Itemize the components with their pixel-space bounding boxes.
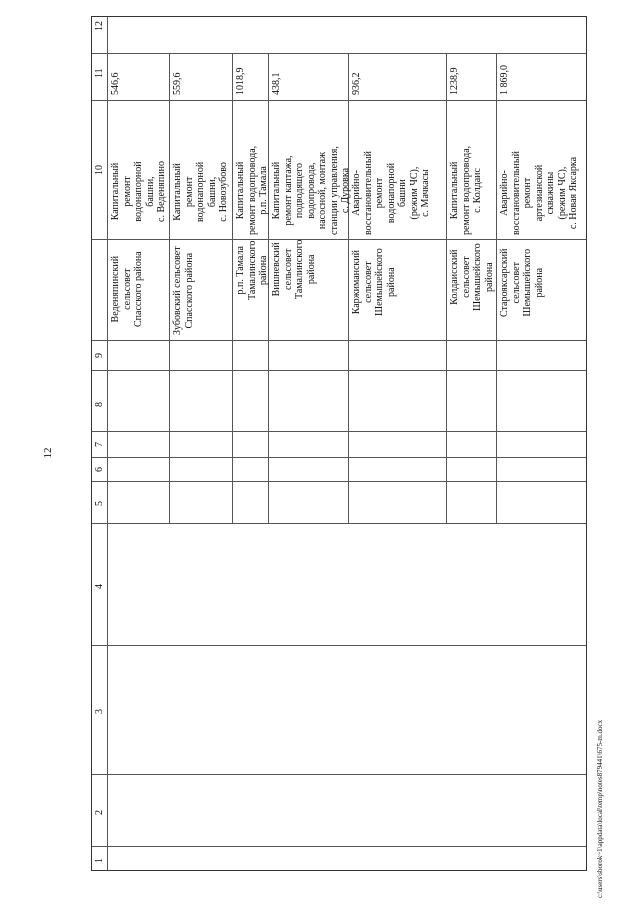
budget-table <box>91 16 587 871</box>
row-7-district: Старояксарский сельсовет Шемышейского района <box>499 248 545 317</box>
row-divider-6 <box>496 53 497 524</box>
col-divider-1 <box>92 846 586 847</box>
col-header-11: 11 <box>94 68 105 78</box>
row-3-amount: 1018,9 <box>235 67 246 95</box>
row-3-project: Капитальный ремонт водопровода, р.п. Тамала <box>235 145 269 235</box>
row-5-amount: 936,2 <box>351 72 362 95</box>
row-1-project: Капитальный ремонт водонапорной башни, с. Веденяпино <box>110 161 167 222</box>
col-header-10: 10 <box>94 165 105 175</box>
row-1-amount: 546,6 <box>110 72 121 95</box>
col-divider-5 <box>92 481 586 482</box>
col-header-9: 9 <box>94 353 105 358</box>
col-header-6: 6 <box>94 467 105 472</box>
col-divider-3 <box>92 645 586 646</box>
row-5-district: Каржиманский сельсовет Шемышейского района <box>351 248 397 316</box>
row-3-district: р.п. Тамала Тамалинского района <box>235 240 269 300</box>
col-divider-6 <box>92 457 586 458</box>
row-4-district: Вишневский сельсовет Тамалинского района <box>271 239 317 299</box>
col-header-3: 3 <box>94 709 105 714</box>
row-1-district: Веденяпинский сельсовет Спасского района <box>110 251 144 327</box>
row-6-district: Колдаисский сельсовет Шемышейского района <box>449 243 495 311</box>
col-header-4: 4 <box>94 584 105 589</box>
row-7-amount: 1 869,0 <box>499 65 510 95</box>
col-header-8: 8 <box>94 402 105 407</box>
col-divider-2 <box>92 774 586 775</box>
row-divider-2 <box>232 53 233 524</box>
header-row-divider <box>107 17 108 870</box>
col-divider-7 <box>92 431 586 432</box>
row-5-project: Аварийно- восстановительный ремонт водонапорной башни (режим ЧС), с. Мачкасы <box>351 151 431 235</box>
col-divider-9 <box>92 340 586 341</box>
row-divider-5 <box>446 53 447 524</box>
col-divider-4 <box>92 523 586 524</box>
col-divider-11 <box>92 100 586 101</box>
row-6-amount: 1238,9 <box>449 67 460 95</box>
row-6-project: Капитальный ремонт водопровода, с. Колдаис <box>449 145 483 235</box>
col-header-7: 7 <box>94 442 105 447</box>
page-number: 12 <box>42 447 54 459</box>
header-divider <box>92 53 586 54</box>
row-4-amount: 438,1 <box>271 72 282 95</box>
col-divider-8 <box>92 370 586 371</box>
row-4-project: Капитальный ремонт каптажа, подводящего водопровода, насосной, монтаж станции управления, с. Дуровка <box>271 146 351 235</box>
col-header-12: 12 <box>94 21 105 31</box>
row-divider-4 <box>348 53 349 524</box>
col-divider-10 <box>92 239 586 240</box>
row-2-district: Зубовский сельсовет Спасского района <box>172 246 195 335</box>
row-divider-1 <box>169 53 170 524</box>
col-header-1: 1 <box>94 858 105 863</box>
col-header-5: 5 <box>94 501 105 506</box>
row-2-project: Капитальный ремонт водонапорной башни, с. Новозубово <box>172 161 229 222</box>
col-header-2: 2 <box>94 810 105 815</box>
file-path-footer: c:\users\sborok~1\appdata\local\temp\notes879441\675-m.docx <box>596 719 604 898</box>
row-2-amount: 559,6 <box>172 72 183 95</box>
row-7-project: Аварийно- восстановительный ремонт артезианской скважины (режим ЧС), с. Новая Яксарка <box>499 151 579 235</box>
